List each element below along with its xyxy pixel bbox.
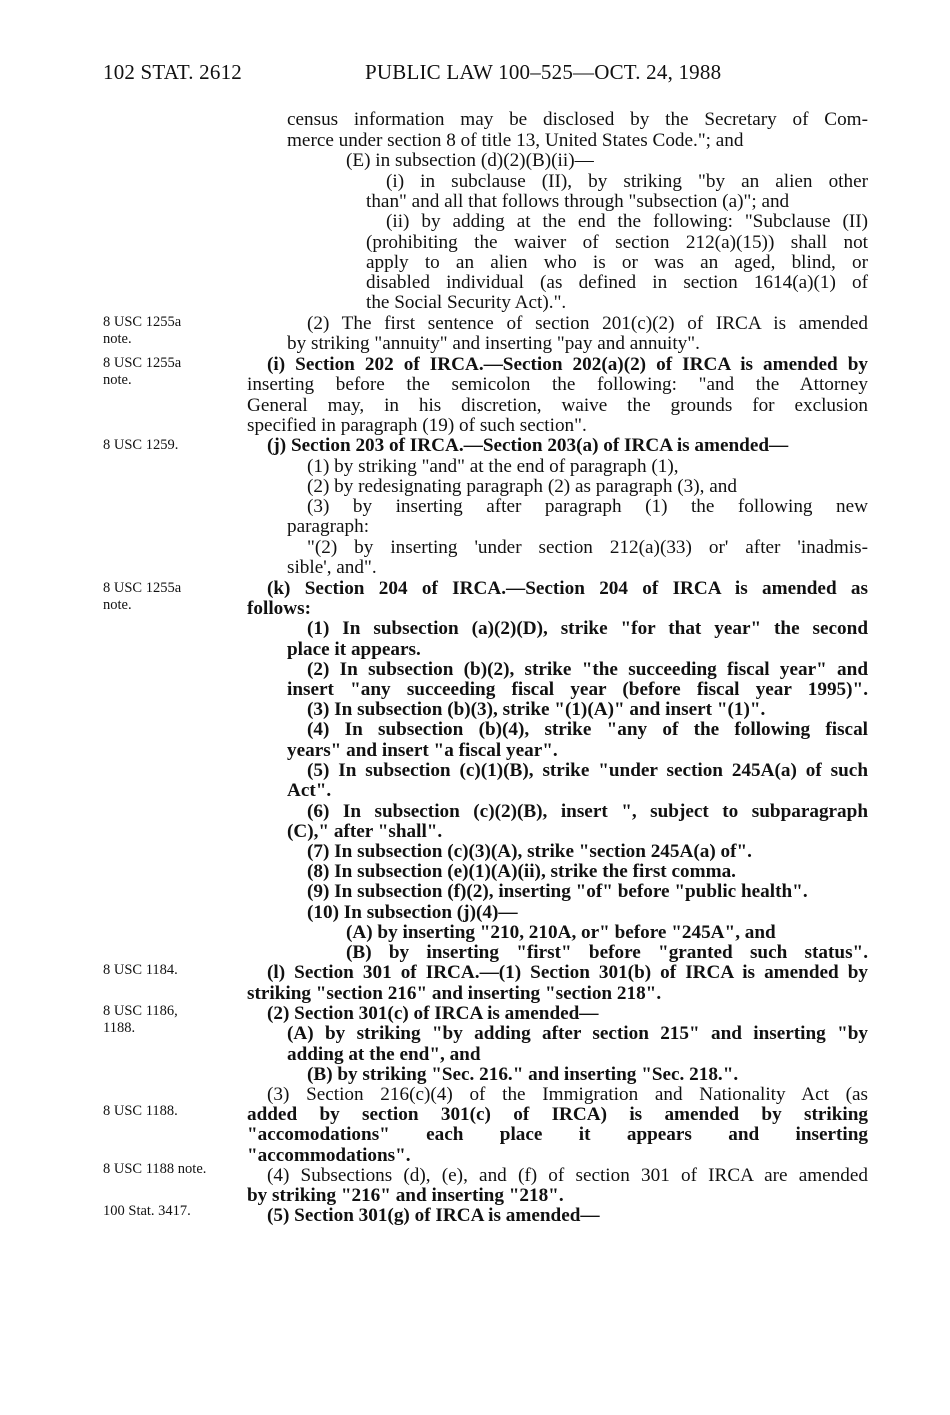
text-line: (k) Section 204 of IRCA.—Section 204 of IRCA is amended as	[267, 578, 868, 599]
text-line: (A) by striking "by adding after section 215" and inserting "by	[287, 1023, 868, 1044]
text-line: (E) in subsection (d)(2)(B)(ii)—	[346, 150, 594, 171]
text-line: General may, in his discretion, waive the grounds for exclusion	[247, 395, 868, 416]
margin-note: 8 USC 1255a	[103, 580, 182, 596]
text-line: specified in paragraph (19) of such section".	[247, 415, 587, 436]
text-line: "accommodations".	[247, 1145, 411, 1166]
margin-note: note.	[103, 331, 132, 347]
text-line: (prohibiting the waiver of section 212(a)(15)) shall not	[366, 232, 868, 253]
text-line: (9) In subsection (f)(2), inserting "of" before "public health".	[307, 881, 808, 902]
text-line: apply to an alien who is or was an aged, blind, or	[366, 252, 868, 273]
text-line: (7) In subsection (c)(3)(A), strike "section 245A(a) of".	[307, 841, 752, 862]
text-line: (5) Section 301(g) of IRCA is amended—	[267, 1205, 600, 1226]
text-line: Act".	[287, 780, 332, 801]
margin-note: note.	[103, 597, 132, 613]
margin-note: 8 USC 1255a	[103, 314, 182, 330]
text-line: (2) The first sentence of section 201(c)(2) of IRCA is amended	[307, 313, 868, 334]
text-line: (A) by inserting "210, 210A, or" before "245A", and	[346, 922, 776, 943]
text-line: the Social Security Act).".	[366, 292, 567, 313]
text-line: place it appears.	[287, 639, 421, 660]
margin-note: 1188.	[103, 1020, 136, 1036]
text-line: (8) In subsection (e)(1)(A)(ii), strike the first comma.	[307, 861, 736, 882]
text-line: census information may be disclosed by the Secretary of Com-	[287, 109, 868, 130]
text-line: (C)," after "shall".	[287, 821, 443, 842]
text-line: than" and all that follows through "subsection (a)"; and	[366, 191, 790, 212]
text-line: (3) by inserting after paragraph (1) the following new	[307, 496, 868, 517]
margin-note: 8 USC 1188 note.	[103, 1161, 207, 1177]
text-line: (ii) by adding at the end the following: "Subclause (II)	[386, 211, 868, 232]
text-line: (4) In subsection (b)(4), strike "any of the following fiscal	[307, 719, 868, 740]
text-line: years" and insert "a fiscal year".	[287, 740, 558, 761]
text-line: (B) by inserting "first" before "granted such status".	[346, 942, 868, 963]
text-line: (1) In subsection (a)(2)(D), strike "for that year" the second	[307, 618, 868, 639]
text-line: inserting before the semicolon the following: "and the Attorney	[247, 374, 868, 395]
text-line: (5) In subsection (c)(1)(B), strike "under section 245A(a) of such	[307, 760, 868, 781]
text-line: merce under section 8 of title 13, United States Code."; and	[287, 130, 744, 151]
text-line: "accomodations" each place it appears and inserting	[247, 1124, 868, 1145]
text-line: adding at the end", and	[287, 1044, 481, 1065]
text-line: by striking "annuity" and inserting "pay and annuity".	[287, 333, 700, 354]
text-line: (3) In subsection (b)(3), strike "(1)(A)" and insert "(1)".	[307, 699, 766, 720]
text-line: (2) Section 301(c) of IRCA is amended—	[267, 1003, 599, 1024]
text-line: "(2) by inserting 'under section 212(a)(33) or' after 'inadmis-	[307, 537, 868, 558]
margin-note: 8 USC 1259.	[103, 437, 179, 453]
text-line: (2) by redesignating paragraph (2) as paragraph (3), and	[307, 476, 737, 497]
text-line: (10) In subsection (j)(4)—	[307, 902, 518, 923]
margin-note: 100 Stat. 3417.	[103, 1203, 191, 1219]
text-line: (i) in subclause (II), by striking "by an alien other	[386, 171, 868, 192]
text-line: (i) Section 202 of IRCA.—Section 202(a)(2) of IRCA is amended by	[267, 354, 868, 375]
text-line: disabled individual (as defined in section 1614(a)(1) of	[366, 272, 868, 293]
text-line: (j) Section 203 of IRCA.—Section 203(a) of IRCA is amended—	[267, 435, 789, 456]
page-header	[0, 60, 950, 90]
text-line: (6) In subsection (c)(2)(B), insert ", subject to subparagraph	[307, 801, 868, 822]
text-line: (B) by striking "Sec. 216." and inserting "Sec. 218.".	[307, 1064, 739, 1085]
text-line: (l) Section 301 of IRCA.—(1) Section 301(b) of IRCA is amended by	[267, 962, 868, 983]
text-line: (3) Section 216(c)(4) of the Immigration and Nationality Act (as	[267, 1084, 868, 1105]
margin-note: 8 USC 1255a	[103, 355, 182, 371]
running-title: PUBLIC LAW 100–525—OCT. 24, 1988	[365, 60, 722, 84]
text-line: striking "section 216" and inserting "section 218".	[247, 983, 662, 1004]
margin-note: 8 USC 1188.	[103, 1103, 178, 1119]
text-line: (2) In subsection (b)(2), strike "the succeeding fiscal year" and	[307, 659, 868, 680]
margin-note: 8 USC 1186,	[103, 1003, 178, 1019]
text-line: (4) Subsections (d), (e), and (f) of section 301 of IRCA are amended	[267, 1165, 868, 1186]
margin-note: 8 USC 1184.	[103, 962, 178, 978]
text-line: by striking "216" and inserting "218".	[247, 1185, 564, 1206]
text-line: insert "any succeeding fiscal year (before fiscal year 1995)".	[287, 679, 868, 700]
text-line: sible', and".	[287, 557, 377, 578]
text-line: paragraph:	[287, 516, 370, 537]
text-line: (1) by striking "and" at the end of paragraph (1),	[307, 456, 679, 477]
text-line: follows:	[247, 598, 311, 619]
margin-note: note.	[103, 372, 132, 388]
page-reference: 102 STAT. 2612	[103, 60, 242, 84]
text-line: added by section 301(c) of IRCA) is amended by striking	[247, 1104, 868, 1125]
